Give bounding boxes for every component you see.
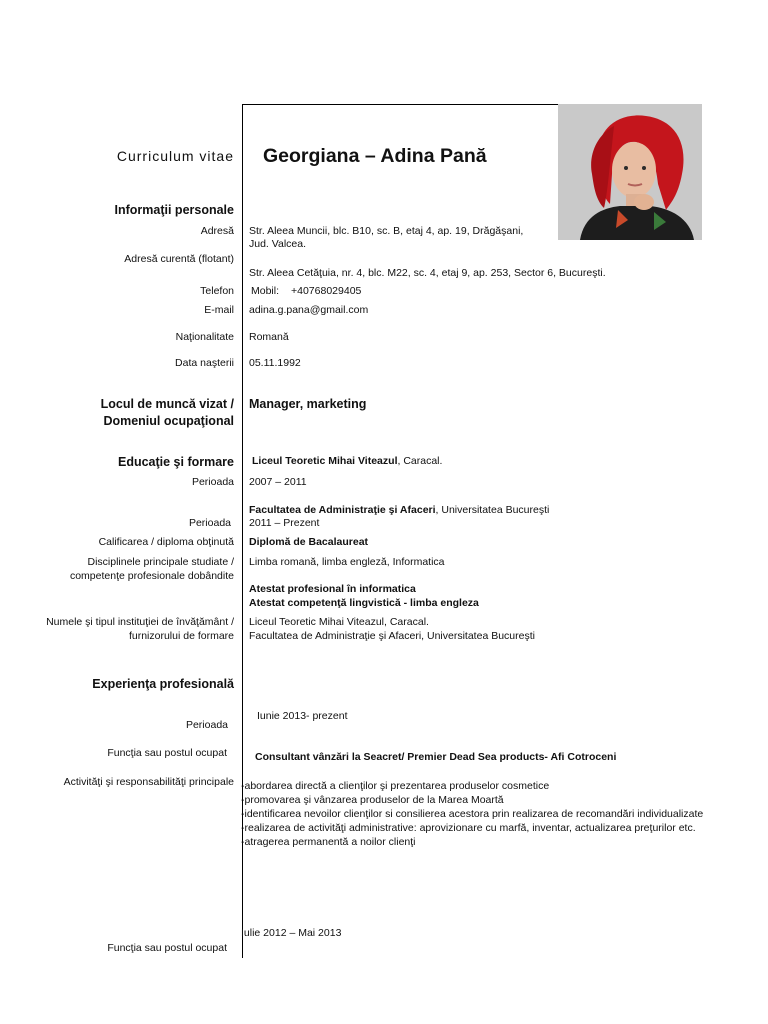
education-period-label-1: Perioada bbox=[191, 476, 234, 488]
current-address: Str. Aleea Cetăţuia, nr. 4, blc. M22, sc. 4, etaj 9, ap. 253, Sector 6, Bucureşti. bbox=[249, 267, 606, 279]
activity-item: -identificarea nevoilor clienţilor si consilierea acestora prin realizarea de recomandări individualizate bbox=[241, 808, 704, 820]
education-period-1: 2007 – 2011 bbox=[249, 476, 307, 488]
experience-period-2: Iulie 2012 – Mai 2013 bbox=[241, 927, 342, 939]
qualification-value: Diplomă de Bacalaureat bbox=[249, 536, 369, 548]
school-1 bbox=[252, 455, 442, 468]
birth-date-label: Data naşterii bbox=[175, 357, 234, 369]
phone-label: Telefon bbox=[200, 285, 234, 297]
school-2 bbox=[249, 504, 549, 517]
activity-item: -promovarea şi vânzarea produselor de la Marea Moartă bbox=[241, 794, 504, 806]
experience-period-label: Perioada bbox=[185, 719, 228, 731]
education-period-2: 2011 – Prezent bbox=[249, 517, 320, 529]
email-label: E-mail bbox=[204, 304, 234, 316]
nationality-label: Naţionalitate bbox=[175, 331, 234, 343]
address-label: Adresă bbox=[200, 225, 234, 237]
birth-date-value: 05.11.1992 bbox=[249, 357, 301, 369]
email-value: adina.g.pana@gmail.com bbox=[249, 304, 369, 316]
target-job-label-2: Domeniul ocupaţional bbox=[103, 414, 234, 428]
cv-title: Curriculum vitae bbox=[116, 148, 234, 164]
profile-photo bbox=[558, 104, 702, 240]
institution-label-2: furnizorului de formare bbox=[128, 630, 234, 642]
activity-item: -realizarea de activităţi administrative: aprovizionare cu marfă, inventar, actualizarea preţurilor etc. bbox=[241, 822, 696, 834]
phone-prefix: Mobil: bbox=[251, 285, 280, 297]
institution-2: Facultatea de Administraţie şi Afaceri, Universitatea Bucureşti bbox=[249, 630, 535, 642]
section-experience: Experienţa profesională bbox=[92, 677, 234, 691]
section-personal-info: Informaţii personale bbox=[114, 203, 234, 217]
section-education: Educaţie şi formare bbox=[117, 455, 234, 469]
activity-item: -atragerea permanentă a noilor clienţi bbox=[241, 836, 416, 848]
education-period-label-2: Perioada bbox=[188, 517, 231, 529]
activity-item: -abordarea directă a clienţilor şi prezentarea produselor cosmetice bbox=[241, 780, 550, 792]
activities-label: Activităţi şi responsabilităţi principale bbox=[63, 776, 234, 788]
phone-number: +40768029405 bbox=[291, 285, 362, 297]
target-job-label-1: Locul de muncă vizat / bbox=[100, 397, 234, 411]
school-2-university: , Universitatea Bucureşti bbox=[435, 504, 550, 516]
school-1-name: Liceul Teoretic Mihai Viteazul bbox=[252, 455, 398, 467]
address-line-2: Jud. Valcea. bbox=[249, 238, 307, 250]
certificate-1: Atestat profesional în informatica bbox=[249, 583, 416, 595]
position-label-2: Funcţia sau postul ocupat bbox=[107, 942, 227, 954]
disciplines-value: Limba romană, limba engleză, Informatica bbox=[249, 556, 445, 568]
school-2-name: Facultatea de Administraţie şi Afaceri bbox=[249, 504, 436, 516]
institution-label-1: Numele şi tipul instituţiei de învăţământ / bbox=[46, 616, 234, 628]
disciplines-label-1: Disciplinele principale studiate / bbox=[87, 556, 234, 568]
institution-1: Liceul Teoretic Mihai Viteazul, Caracal. bbox=[249, 616, 429, 628]
position-label-1: Funcţia sau postul ocupat bbox=[107, 747, 227, 759]
position-1: Consultant vânzări la Seacret/ Premier Dead Sea products- Afi Cotroceni bbox=[255, 751, 617, 763]
school-1-city: , Caracal. bbox=[397, 455, 443, 467]
qualification-label: Calificarea / diploma obţinută bbox=[98, 536, 234, 548]
experience-period-1: Iunie 2013- prezent bbox=[257, 710, 348, 722]
certificate-2: Atestat competenţă lingvistică - limba engleza bbox=[249, 597, 479, 609]
target-job-value: Manager, marketing bbox=[249, 397, 367, 411]
candidate-name: Georgiana – Adina Pană bbox=[263, 145, 487, 167]
nationality-value: Romană bbox=[249, 331, 289, 343]
current-address-label: Adresă curentă (flotant) bbox=[124, 253, 234, 265]
person-portrait-icon bbox=[558, 104, 702, 240]
disciplines-label-2: competenţe profesionale dobândite bbox=[69, 570, 234, 582]
address-line-1: Str. Aleea Muncii, blc. B10, sc. B, etaj 4, ap. 19, Drăgăşani, bbox=[249, 225, 524, 237]
